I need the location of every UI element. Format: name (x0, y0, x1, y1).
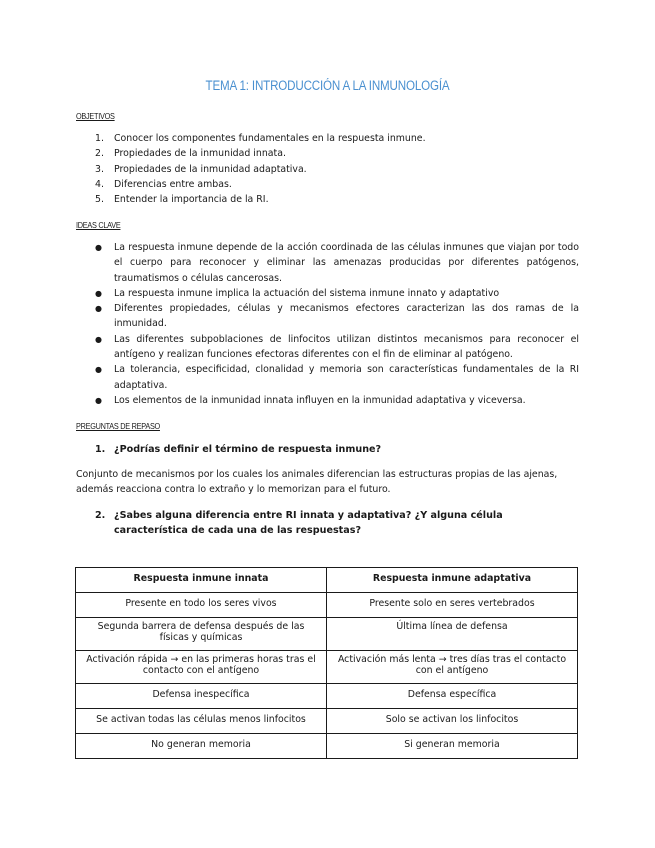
page-title: TEMA 1: INTRODUCCIÓN A LA INMUNOLOGÍA (205, 78, 450, 93)
bullet-icon: ● (95, 334, 102, 344)
column-header-adaptativa: Respuesta inmune adaptativa (327, 568, 578, 593)
table-row (76, 709, 578, 734)
answer-1: Conjunto de mecanismos por los cuales los animales diferencian las estructuras propias de las ajenas, además reacciona contra lo extraño y lo memorizan para el futuro. (76, 469, 558, 496)
list-item: 5. Entender la importancia de la RI. (95, 194, 269, 206)
section-heading-objetivos: OBJETIVOS (76, 111, 115, 121)
list-item: ● Los elementos de la inmunidad innata influyen en la inmunidad adaptativa y viceversa. (76, 393, 579, 408)
table-header-row (76, 568, 578, 593)
bullet-icon: ● (95, 288, 102, 298)
list-item: ● Las diferentes subpoblaciones de linfocitos utilizan distintos mecanismos para reconocer el antígeno y realizan funciones efectoras diferentes con el fin de eliminar al patógeno. (95, 333, 579, 361)
list-item: ● La respuesta inmune implica la actuación del sistema inmune innato y adaptativo (76, 286, 579, 301)
table-cell: Defensa inespecífica (76, 684, 327, 709)
list-item: 4. Diferencias entre ambas. (95, 178, 232, 190)
bullet-icon: ● (95, 243, 102, 252)
table-cell: Si generan memoria (327, 734, 578, 759)
table-cell: Defensa específica (327, 684, 578, 709)
comparison-table (75, 567, 578, 759)
table-row (76, 684, 578, 709)
objectives-list (76, 131, 426, 207)
table-row (76, 651, 578, 684)
bullet-icon: ● (95, 304, 102, 314)
table-cell: Presente en todo los seres vivos (76, 593, 327, 618)
list-item: 3. Propiedades de la inmunidad adaptativa. (95, 163, 307, 175)
table-cell: Segunda barrera de defensa después de las físicas y químicas (76, 618, 327, 651)
table-row (76, 593, 578, 618)
question-2: 2. ¿Sabes alguna diferencia entre RI innata y adaptativa? ¿Y alguna célula característica de cada una de las respuestas? (95, 510, 503, 537)
bullet-icon: ● (95, 395, 102, 405)
table-cell: Solo se activan los linfocitos (327, 709, 578, 734)
list-item: ● Diferentes propiedades, células y mecanismos efectores caracterizan las dos ramas de la inmunidad. (95, 303, 579, 330)
table-row (76, 734, 578, 759)
bullet-icon: ● (95, 365, 102, 375)
section-heading-preguntas: PREGUNTAS DE REPASO (76, 421, 160, 431)
section-heading-ideas-clave: IDEAS CLAVE (76, 220, 121, 230)
list-item: 2. Propiedades de la inmunidad innata. (95, 148, 286, 160)
table-cell: Última línea de defensa (327, 618, 578, 651)
table-cell: Activación más lenta → tres días tras el contacto con el antígeno (327, 651, 578, 684)
table-cell: No generan memoria (76, 734, 327, 759)
table-cell: Activación rápida → en las primeras horas tras el contacto con el antígeno (76, 651, 327, 684)
key-ideas-list (76, 240, 579, 408)
list-item: ● La tolerancia, especificidad, clonalidad y memoria son características fundamentales de la RI adaptativa. (95, 364, 579, 391)
list-item: 1. Conocer los componentes fundamentales en la respuesta inmune. (95, 133, 426, 144)
question-1: 1. ¿Podrías definir el término de respuesta inmune? (95, 444, 382, 455)
list-item: ● La respuesta inmune depende de la acción coordinada de las células inmunes que viajan por todo el cuerpo para reconocer y eliminar las amenazas producidas por diferentes patógenos, traumatismos o células cancerosas. (95, 242, 579, 284)
column-header-innata: Respuesta inmune innata (76, 568, 327, 593)
table-cell: Presente solo en seres vertebrados (327, 593, 578, 618)
table-row (76, 618, 578, 651)
table-cell: Se activan todas las células menos linfocitos (76, 709, 327, 734)
